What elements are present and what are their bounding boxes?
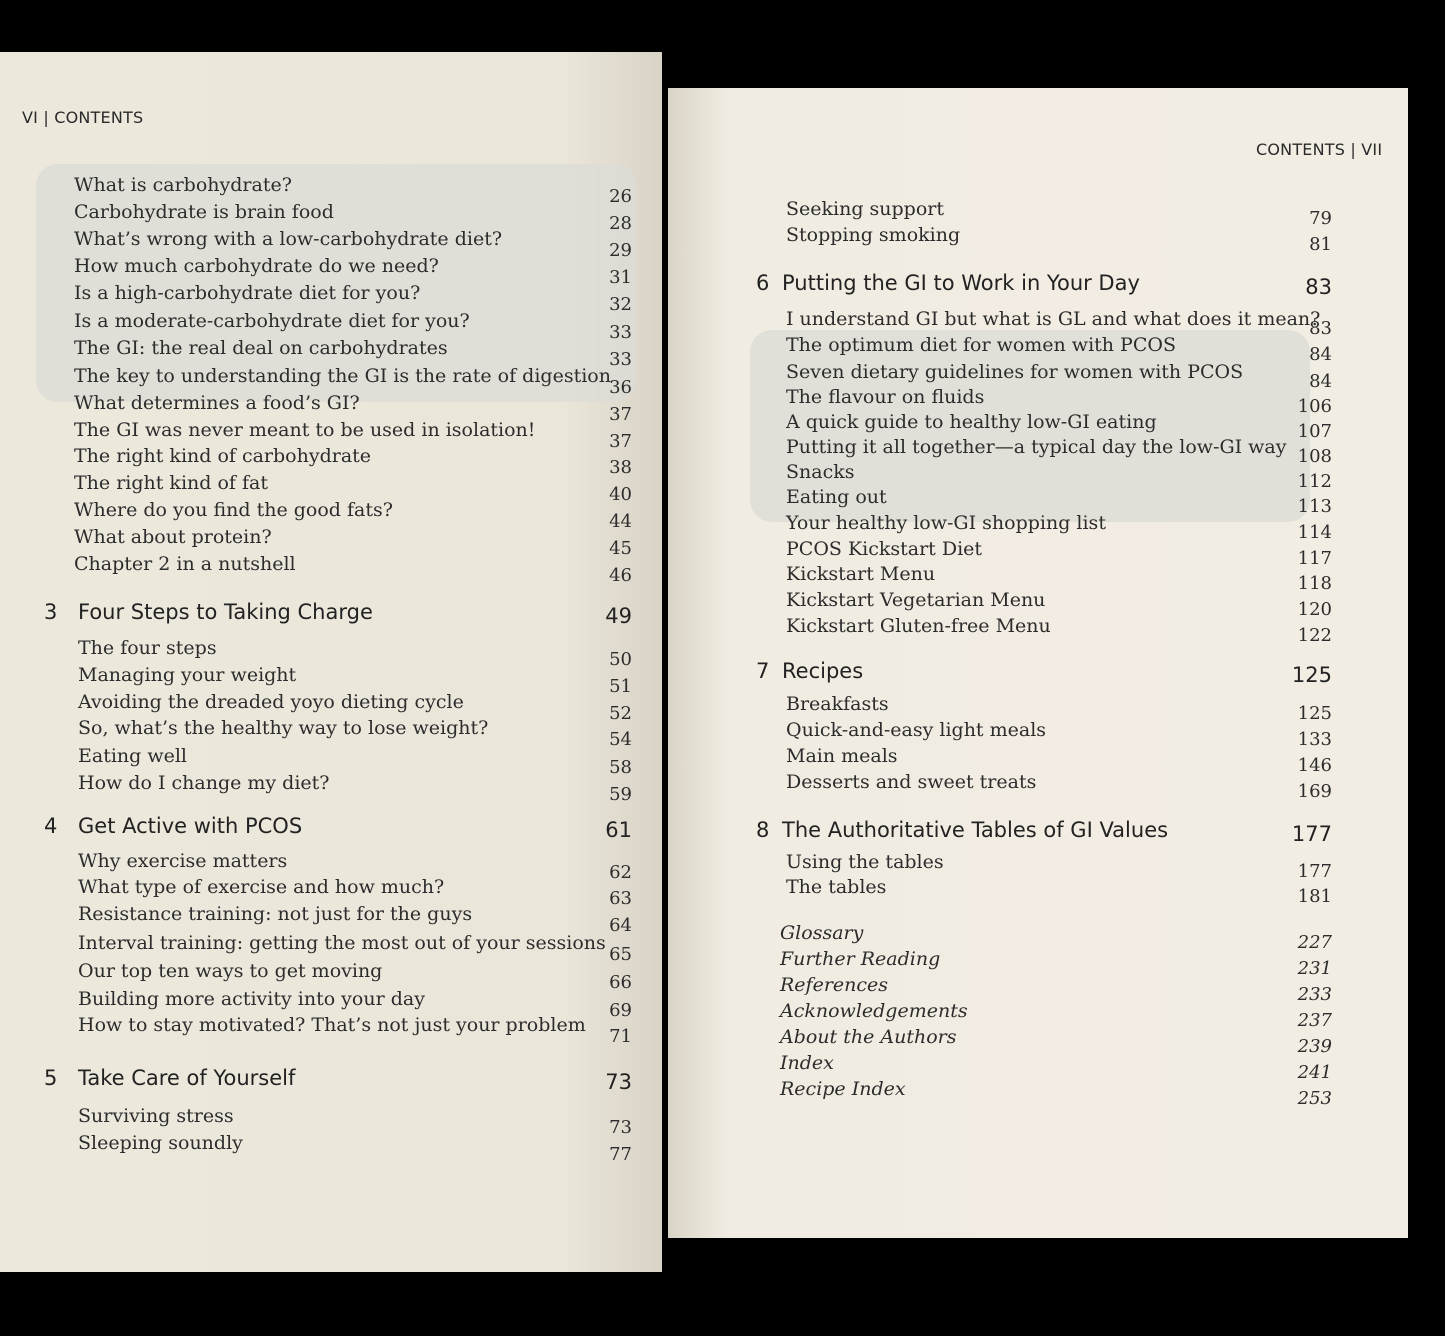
entry-page-number: 253 (1297, 1088, 1332, 1109)
entry-title: What type of exercise and how much? (78, 876, 445, 898)
toc-entry (668, 224, 1408, 255)
toc-entry (0, 1014, 662, 1047)
entry-page-number: 84 (1309, 371, 1332, 392)
entry-page-number: 237 (1297, 1010, 1332, 1031)
entry-page-number: 79 (1309, 208, 1332, 229)
back-matter-entry (668, 1078, 1408, 1109)
toc-entry (668, 198, 1408, 229)
toc-entry (0, 337, 662, 370)
entry-title: Acknowledgements (780, 1000, 968, 1022)
running-head-left: VI | CONTENTS (22, 108, 144, 127)
entry-title: How to stay motivated? That’s not just your problem (78, 1014, 586, 1036)
entry-page-number: 107 (1297, 421, 1332, 442)
running-head-right: CONTENTS | VII (1256, 140, 1383, 159)
entry-title: The right kind of carbohydrate (74, 445, 372, 467)
entry-title: PCOS Kickstart Diet (786, 538, 983, 560)
entry-title: References (780, 974, 889, 996)
left-page (0, 52, 662, 1272)
back-matter-entry (668, 922, 1408, 953)
entry-title: Putting the GI to Work in Your Day (782, 271, 1140, 295)
entry-page-number: 37 (609, 431, 632, 452)
entry-title: Glossary (780, 922, 864, 944)
entry-page-number: 66 (609, 972, 632, 993)
entry-page-number: 133 (1297, 729, 1332, 750)
entry-title: Kickstart Vegetarian Menu (786, 589, 1046, 611)
entry-page-number: 61 (605, 818, 632, 842)
toc-entry (0, 850, 662, 883)
toc-entry (0, 365, 662, 398)
entry-title: Interval training: getting the most out of your sessions (78, 932, 606, 954)
chapter-entry (0, 814, 662, 842)
chapter-number: 3 (44, 600, 58, 624)
entry-title: About the Authors (780, 1026, 957, 1048)
entry-title: What is carbohydrate? (74, 174, 292, 196)
entry-title: The Authoritative Tables of GI Values (782, 818, 1169, 842)
chapter-entry (0, 600, 662, 628)
entry-title: How do I change my diet? (78, 772, 330, 794)
toc-entry (0, 174, 662, 207)
back-matter-entry (668, 1000, 1408, 1031)
toc-entry (0, 526, 662, 559)
entry-title: The tables (786, 876, 887, 898)
entry-title: What’s wrong with a low-carbohydrate diet? (74, 228, 503, 250)
entry-page-number: 52 (609, 703, 632, 724)
entry-page-number: 77 (609, 1144, 632, 1165)
entry-title: Take Care of Yourself (78, 1066, 296, 1090)
entry-title: What about protein? (74, 526, 272, 548)
entry-page-number: 83 (1309, 318, 1332, 339)
chapter-entry (668, 818, 1408, 846)
entry-page-number: 241 (1297, 1062, 1332, 1083)
entry-title: Is a moderate-carbohydrate diet for you? (74, 310, 470, 332)
entry-title: Quick-and-easy light meals (786, 719, 1047, 741)
entry-title: Building more activity into your day (78, 988, 425, 1010)
entry-title: Resistance training: not just for the guys (78, 903, 473, 925)
toc-entry (668, 436, 1408, 467)
entry-page-number: 62 (609, 862, 632, 883)
entry-page-number: 125 (1291, 663, 1332, 687)
entry-title: Kickstart Gluten-free Menu (786, 615, 1051, 637)
entry-title: Eating out (786, 486, 887, 508)
entry-page-number: 120 (1297, 599, 1332, 620)
entry-page-number: 233 (1297, 984, 1332, 1005)
entry-page-number: 51 (609, 676, 632, 697)
entry-title: Where do you find the good fats? (74, 499, 393, 521)
toc-entry (0, 392, 662, 425)
chapter-number: 8 (756, 818, 770, 842)
entry-title: Eating well (78, 745, 188, 767)
entry-page-number: 81 (1309, 234, 1332, 255)
entry-page-number: 112 (1297, 471, 1332, 492)
toc-entry (668, 538, 1408, 569)
chapter-entry (668, 271, 1408, 299)
entry-page-number: 113 (1297, 496, 1332, 517)
toc-entry (0, 1105, 662, 1138)
chapter-entry (668, 659, 1408, 687)
entry-page-number: 106 (1297, 396, 1332, 417)
toc-entry (668, 361, 1408, 392)
toc-entry (668, 851, 1408, 882)
toc-entry (0, 960, 662, 993)
entry-page-number: 28 (609, 213, 632, 234)
toc-entry (668, 693, 1408, 724)
entry-page-number: 169 (1297, 781, 1332, 802)
entry-title: Putting it all together—a typical day the low-GI way (786, 436, 1287, 458)
toc-entry (668, 615, 1408, 646)
entry-page-number: 108 (1297, 446, 1332, 467)
entry-page-number: 46 (609, 565, 632, 586)
entry-title: So, what’s the healthy way to lose weight? (78, 717, 489, 739)
entry-page-number: 50 (609, 649, 632, 670)
entry-page-number: 26 (609, 186, 632, 207)
toc-entry (0, 876, 662, 909)
entry-page-number: 73 (609, 1117, 632, 1138)
toc-entry (0, 445, 662, 478)
toc-entry (668, 386, 1408, 417)
entry-page-number: 73 (605, 1070, 632, 1094)
entry-title: Four Steps to Taking Charge (78, 600, 373, 624)
toc-entry (0, 637, 662, 670)
toc-entry (668, 486, 1408, 517)
entry-page-number: 33 (609, 322, 632, 343)
toc-entry (668, 589, 1408, 620)
entry-title: Chapter 2 in a nutshell (74, 553, 296, 575)
entry-title: Main meals (786, 745, 898, 767)
entry-page-number: 239 (1297, 1036, 1332, 1057)
entry-page-number: 146 (1297, 755, 1332, 776)
entry-page-number: 36 (609, 377, 632, 398)
chapter-number: 6 (756, 271, 770, 295)
entry-page-number: 49 (605, 604, 632, 628)
entry-page-number: 31 (609, 267, 632, 288)
toc-entry (668, 334, 1408, 365)
toc-entry (668, 512, 1408, 543)
chapter-number: 4 (44, 814, 58, 838)
entry-title: Sleeping soundly (78, 1132, 243, 1154)
toc-entry (668, 745, 1408, 776)
entry-title: Recipe Index (780, 1078, 906, 1100)
entry-title: Using the tables (786, 851, 944, 873)
entry-title: The key to understanding the GI is the rate of digestion (74, 365, 611, 387)
toc-entry (668, 876, 1408, 907)
toc-entry (0, 691, 662, 724)
entry-page-number: 84 (1309, 344, 1332, 365)
toc-entry (0, 255, 662, 288)
right-page (668, 88, 1408, 1238)
toc-entry (668, 771, 1408, 802)
toc-entry (0, 419, 662, 452)
entry-page-number: 71 (609, 1026, 632, 1047)
entry-page-number: 33 (609, 349, 632, 370)
entry-page-number: 118 (1297, 573, 1332, 594)
toc-entry (668, 308, 1408, 339)
toc-entry (0, 903, 662, 936)
entry-title: Your healthy low-GI shopping list (786, 512, 1106, 534)
entry-title: Surviving stress (78, 1105, 234, 1127)
toc-entry (0, 553, 662, 586)
entry-title: I understand GI but what is GL and what does it mean? (786, 308, 1321, 330)
entry-title: The GI was never meant to be used in isolation! (74, 419, 536, 441)
entry-page-number: 38 (609, 457, 632, 478)
toc-entry (668, 411, 1408, 442)
toc-entry (0, 1132, 662, 1165)
entry-title: Kickstart Menu (786, 563, 936, 585)
entry-title: Avoiding the dreaded yoyo dieting cycle (78, 691, 464, 713)
entry-title: The right kind of fat (74, 472, 268, 494)
entry-page-number: 40 (609, 484, 632, 505)
chapter-number: 7 (756, 659, 770, 683)
toc-entry (668, 563, 1408, 594)
entry-page-number: 63 (609, 888, 632, 909)
back-matter-entry (668, 1026, 1408, 1057)
entry-page-number: 32 (609, 294, 632, 315)
back-matter-entry (668, 948, 1408, 979)
toc-entry (0, 201, 662, 234)
entry-page-number: 122 (1297, 625, 1332, 646)
entry-title: The optimum diet for women with PCOS (786, 334, 1176, 356)
entry-title: A quick guide to healthy low-GI eating (786, 411, 1157, 433)
entry-page-number: 231 (1297, 958, 1332, 979)
toc-entry (0, 310, 662, 343)
entry-page-number: 58 (609, 757, 632, 778)
entry-page-number: 181 (1297, 886, 1332, 907)
entry-title: Seeking support (786, 198, 945, 220)
entry-title: Breakfasts (786, 693, 889, 715)
entry-title: Seven dietary guidelines for women with PCOS (786, 361, 1244, 383)
entry-title: Recipes (782, 659, 864, 683)
entry-page-number: 114 (1297, 522, 1332, 543)
entry-page-number: 54 (609, 729, 632, 750)
chapter-entry (0, 1066, 662, 1094)
entry-title: The four steps (78, 637, 217, 659)
entry-page-number: 37 (609, 404, 632, 425)
entry-page-number: 44 (609, 511, 632, 532)
entry-page-number: 45 (609, 538, 632, 559)
entry-title: Further Reading (780, 948, 941, 970)
back-matter-entry (668, 974, 1408, 1005)
toc-entry (0, 472, 662, 505)
chapter-number: 5 (44, 1066, 58, 1090)
entry-title: Index (780, 1052, 834, 1074)
entry-page-number: 117 (1297, 548, 1332, 569)
entry-title: Is a high-carbohydrate diet for you? (74, 282, 421, 304)
entry-page-number: 83 (1305, 275, 1332, 299)
entry-page-number: 64 (609, 915, 632, 936)
toc-entry (0, 745, 662, 778)
entry-title: Why exercise matters (78, 850, 288, 872)
entry-page-number: 59 (609, 784, 632, 805)
entry-title: What determines a food’s GI? (74, 392, 360, 414)
toc-entry (668, 719, 1408, 750)
entry-page-number: 125 (1297, 703, 1332, 724)
entry-title: Our top ten ways to get moving (78, 960, 383, 982)
entry-title: How much carbohydrate do we need? (74, 255, 439, 277)
entry-title: Managing your weight (78, 664, 297, 686)
toc-entry (0, 228, 662, 261)
toc-entry (0, 772, 662, 805)
entry-title: The flavour on fluids (786, 386, 985, 408)
entry-title: Snacks (786, 461, 855, 483)
entry-page-number: 177 (1297, 861, 1332, 882)
toc-entry (0, 282, 662, 315)
entry-title: Carbohydrate is brain food (74, 201, 334, 223)
toc-entry (0, 717, 662, 750)
entry-page-number: 65 (609, 944, 632, 965)
entry-page-number: 29 (609, 240, 632, 261)
toc-entry (0, 664, 662, 697)
entry-title: Desserts and sweet treats (786, 771, 1037, 793)
entry-page-number: 177 (1291, 822, 1332, 846)
toc-entry (668, 461, 1408, 492)
entry-title: Stopping smoking (786, 224, 961, 246)
entry-title: The GI: the real deal on carbohydrates (74, 337, 448, 359)
back-matter-entry (668, 1052, 1408, 1083)
toc-entry (0, 499, 662, 532)
entry-page-number: 69 (609, 1000, 632, 1021)
entry-title: Get Active with PCOS (78, 814, 303, 838)
entry-page-number: 227 (1297, 932, 1332, 953)
toc-entry (0, 932, 662, 965)
toc-entry (0, 988, 662, 1021)
